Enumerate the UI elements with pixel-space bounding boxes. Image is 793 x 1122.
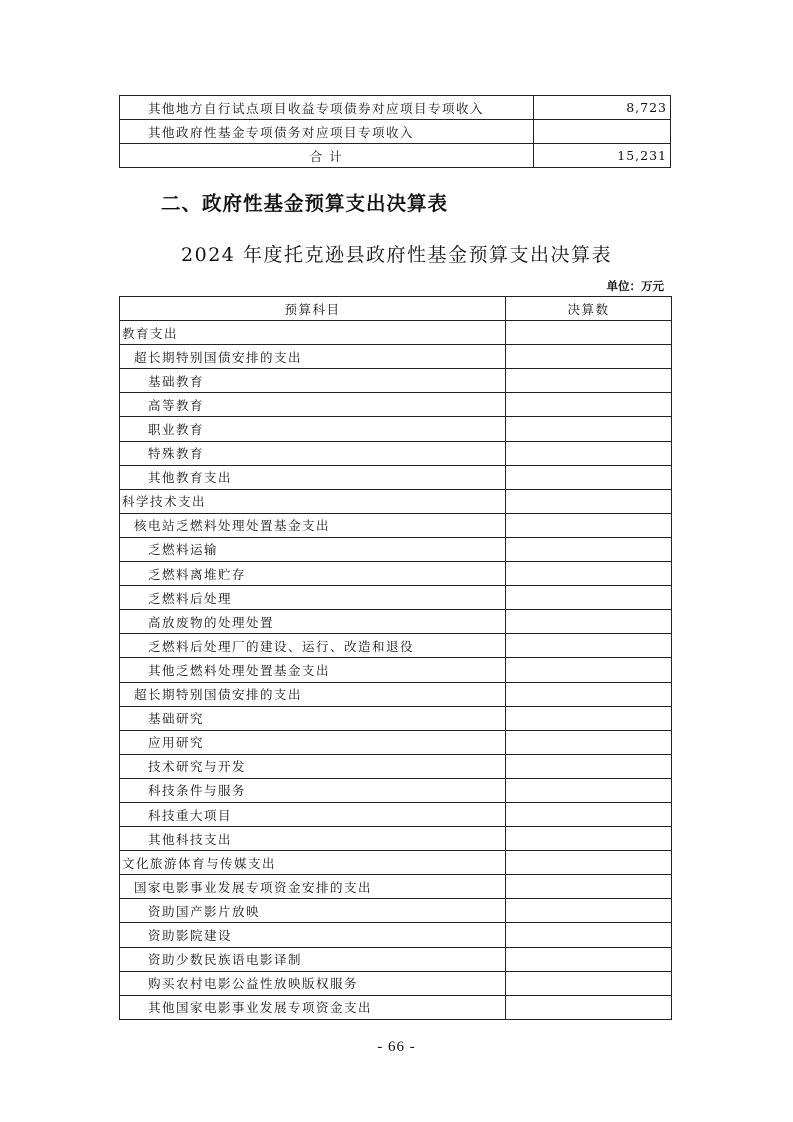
table-row: [120, 345, 672, 369]
budget-subject-cell: 教育支出: [120, 321, 506, 345]
table-row: [120, 513, 672, 537]
budget-subject-cell: 国家电影事业发展专项资金安排的支出: [120, 875, 506, 899]
income-row: [120, 120, 671, 144]
page-number: - 66 -: [377, 1039, 416, 1055]
income-total-value: 15,231: [534, 144, 671, 168]
final-amount-cell: [506, 802, 672, 826]
table-row: [120, 586, 672, 610]
budget-subject-cell: 其他教育支出: [120, 465, 506, 489]
budget-subject-cell: 乏燃料后处理: [120, 586, 506, 610]
budget-subject-cell: 特殊教育: [120, 441, 506, 465]
table-row: [120, 634, 672, 658]
budget-subject-cell: 超长期特别国债安排的支出: [120, 682, 506, 706]
table-header-row: [120, 297, 672, 321]
final-amount-cell: [506, 851, 672, 875]
section-heading: 二、政府性基金预算支出决算表: [161, 192, 449, 215]
table-row: [120, 658, 672, 682]
table-row: [120, 465, 672, 489]
table-row: [120, 778, 672, 802]
final-amount-cell: [506, 923, 672, 947]
final-amount-cell: [506, 971, 672, 995]
budget-subject-cell: 资助影院建设: [120, 923, 506, 947]
budget-subject-cell: 职业教育: [120, 417, 506, 441]
budget-subject-cell: 乏燃料离堆贮存: [120, 562, 506, 586]
final-amount-cell: [506, 417, 672, 441]
final-amount-cell: [506, 875, 672, 899]
income-total-label: 合 计: [120, 144, 534, 168]
table-row: [120, 682, 672, 706]
budget-subject-cell: 其他乏燃料处理处置基金支出: [120, 658, 506, 682]
final-amount-cell: [506, 345, 672, 369]
table-row: [120, 489, 672, 513]
table-row: [120, 971, 672, 995]
final-amount-cell: [506, 562, 672, 586]
income-row-value: 8,723: [534, 96, 671, 120]
table-row: [120, 875, 672, 899]
budget-subject-cell: 高等教育: [120, 393, 506, 417]
table-row: [120, 754, 672, 778]
table-row: [120, 899, 672, 923]
table-row: [120, 537, 672, 561]
table-row: [120, 923, 672, 947]
table-row: [120, 995, 672, 1019]
income-row-value: [534, 120, 671, 144]
table-row: [120, 706, 672, 730]
final-amount-cell: [506, 754, 672, 778]
header-final-amount: 决算数: [506, 297, 672, 321]
final-amount-cell: [506, 658, 672, 682]
table-row: [120, 610, 672, 634]
budget-subject-cell: 超长期特别国债安排的支出: [120, 345, 506, 369]
budget-subject-cell: 应用研究: [120, 730, 506, 754]
table-row: [120, 393, 672, 417]
income-row: [120, 96, 671, 120]
table-row: [120, 441, 672, 465]
final-amount-cell: [506, 995, 672, 1019]
budget-subject-cell: 购买农村电影公益性放映版权服务: [120, 971, 506, 995]
table-row: [120, 730, 672, 754]
final-amount-cell: [506, 827, 672, 851]
budget-subject-cell: 乏燃料后处理厂的建设、运行、改造和退役: [120, 634, 506, 658]
final-amount-cell: [506, 947, 672, 971]
table-row: [120, 369, 672, 393]
final-amount-cell: [506, 610, 672, 634]
final-amount-cell: [506, 730, 672, 754]
budget-subject-cell: 资助少数民族语电影译制: [120, 947, 506, 971]
final-amount-cell: [506, 393, 672, 417]
budget-subject-cell: 其他国家电影事业发展专项资金支出: [120, 995, 506, 1019]
income-table: [119, 95, 671, 168]
budget-subject-cell: 高放废物的处理处置: [120, 610, 506, 634]
final-amount-cell: [506, 465, 672, 489]
unit-label: 单位：万元: [606, 279, 664, 293]
budget-subject-cell: 基础教育: [120, 369, 506, 393]
budget-subject-cell: 其他科技支出: [120, 827, 506, 851]
table-row: [120, 562, 672, 586]
final-amount-cell: [506, 441, 672, 465]
budget-subject-cell: 科技重大项目: [120, 802, 506, 826]
income-row-label: 其他政府性基金专项债务对应项目专项收入: [120, 120, 534, 144]
header-budget-subject: 预算科目: [120, 297, 506, 321]
final-amount-cell: [506, 369, 672, 393]
income-row-label: 其他地方自行试点项目收益专项债券对应项目专项收入: [120, 96, 534, 120]
budget-subject-cell: 文化旅游体育与传媒支出: [120, 851, 506, 875]
table-row: [120, 802, 672, 826]
table-row: [120, 947, 672, 971]
budget-subject-cell: 乏燃料运输: [120, 537, 506, 561]
document-title: 2024 年度托克逊县政府性基金预算支出决算表: [181, 244, 612, 266]
final-amount-cell: [506, 634, 672, 658]
budget-subject-cell: 科技条件与服务: [120, 778, 506, 802]
final-amount-cell: [506, 682, 672, 706]
final-amount-cell: [506, 899, 672, 923]
table-row: [120, 417, 672, 441]
final-amount-cell: [506, 537, 672, 561]
budget-subject-cell: 基础研究: [120, 706, 506, 730]
final-amount-cell: [506, 778, 672, 802]
table-row: [120, 321, 672, 345]
budget-subject-cell: 核电站乏燃料处理处置基金支出: [120, 513, 506, 537]
income-total-row: [120, 144, 671, 168]
table-row: [120, 851, 672, 875]
budget-subject-cell: 科学技术支出: [120, 489, 506, 513]
final-amount-cell: [506, 706, 672, 730]
final-amount-cell: [506, 586, 672, 610]
budget-subject-cell: 技术研究与开发: [120, 754, 506, 778]
table-row: [120, 827, 672, 851]
expenditure-table: [119, 296, 672, 1020]
final-amount-cell: [506, 513, 672, 537]
budget-subject-cell: 资助国产影片放映: [120, 899, 506, 923]
final-amount-cell: [506, 489, 672, 513]
final-amount-cell: [506, 321, 672, 345]
